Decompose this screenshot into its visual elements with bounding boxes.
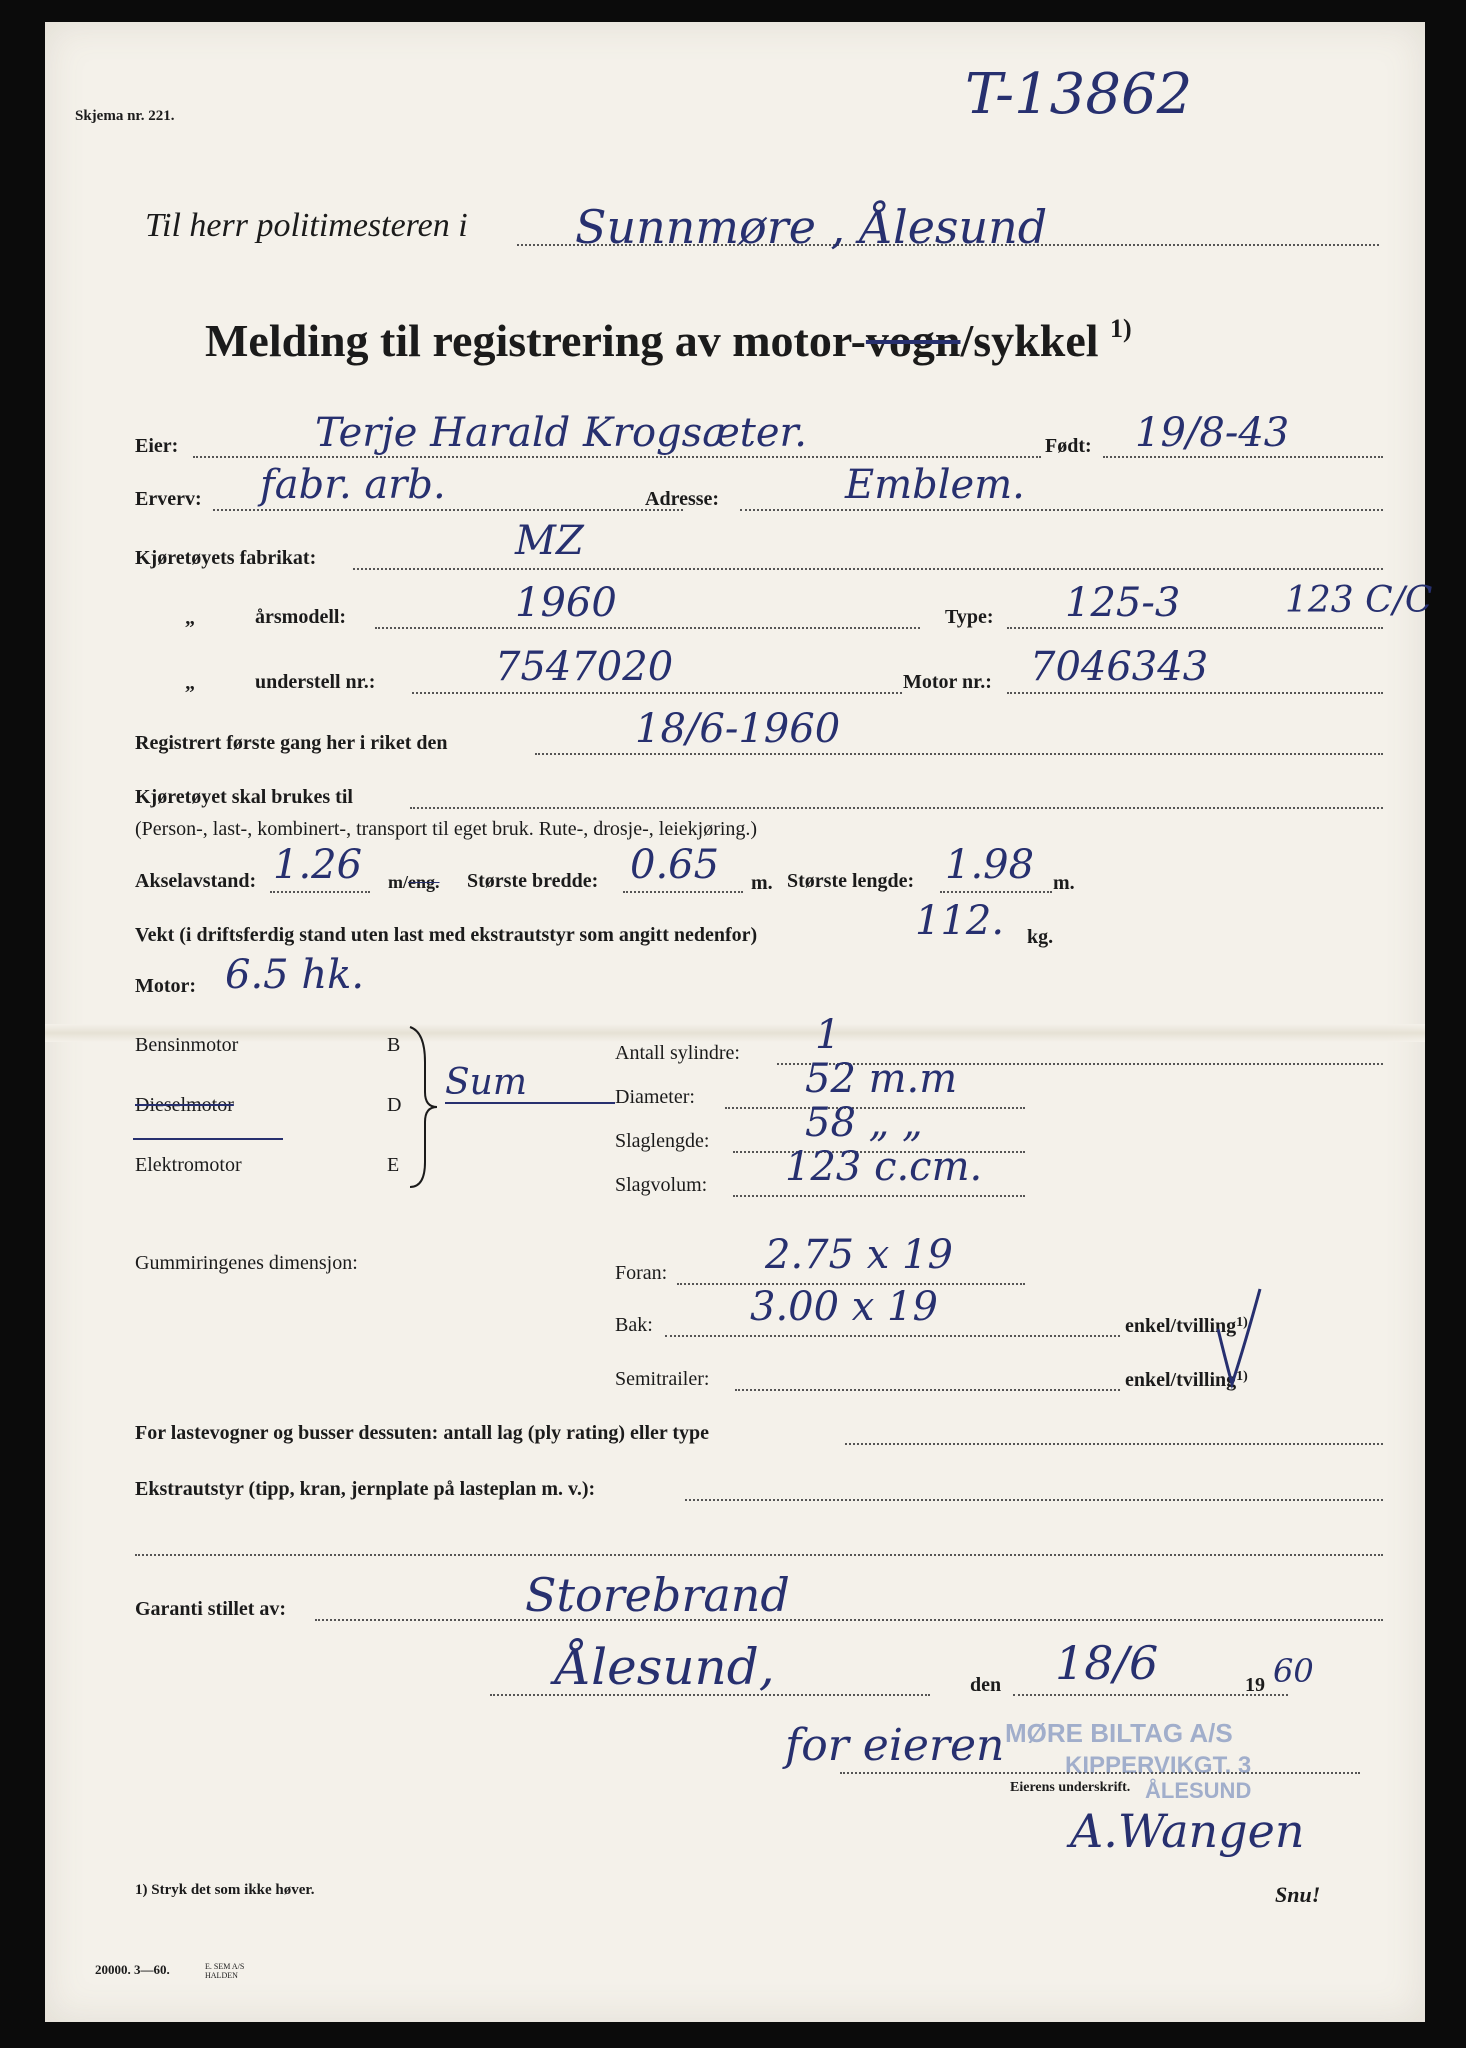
den-label: den bbox=[970, 1674, 1002, 1696]
reference-number: T-13862 bbox=[965, 62, 1193, 127]
footnote: 1) Stryk det som ikke høver. bbox=[135, 1882, 315, 1898]
eier-label: Eier: bbox=[135, 435, 179, 457]
ekstrautstyr-label: Ekstrautstyr (tipp, kran, jernplate på lasteplan m. v.): bbox=[135, 1478, 596, 1500]
slaglengde-value: 58 „ „ bbox=[805, 1100, 923, 1146]
arsmodell-label: årsmodell: bbox=[255, 606, 347, 628]
bak-value: 3.00 x 19 bbox=[750, 1284, 938, 1330]
vekt-value: 112. bbox=[915, 898, 1005, 944]
snu-text: Snu! bbox=[1275, 1882, 1321, 1907]
owner-signature: A.Wangen bbox=[1070, 1804, 1305, 1858]
aksel-label: Akselavstand: bbox=[135, 870, 257, 892]
form-number: Skjema nr. 221. bbox=[75, 108, 175, 124]
diesel-label: Dieselmotor bbox=[135, 1094, 234, 1116]
diameter-value: 52 m.m bbox=[805, 1056, 958, 1102]
lengde-label: Største lengde: bbox=[787, 870, 915, 892]
addressee-prefix: Til herr politimesteren i bbox=[145, 207, 468, 244]
motor-value: 6.5 hk. bbox=[225, 952, 365, 998]
foran-value: 2.75 x 19 bbox=[765, 1232, 953, 1278]
sylindre-label: Antall sylindre: bbox=[615, 1042, 740, 1064]
bredde-label: Største bredde: bbox=[467, 870, 599, 892]
adresse-value: Emblem. bbox=[845, 462, 1025, 508]
lengde-value: 1.98 bbox=[945, 842, 1035, 888]
eier-signature-label: Eierens underskrift. bbox=[1010, 1780, 1131, 1795]
fodt-label: Født: bbox=[1045, 435, 1092, 457]
sylindre-value: 1 bbox=[815, 1012, 841, 1058]
motor-label: Motor: bbox=[135, 975, 197, 997]
type-label: Type: bbox=[945, 606, 994, 628]
garanti-value: Storebrand bbox=[525, 1568, 790, 1622]
motornr-value: 7046343 bbox=[1030, 644, 1209, 690]
bak-label: Bak: bbox=[615, 1314, 653, 1336]
erverv-label: Erverv: bbox=[135, 488, 202, 510]
registrert-label: Registrert første gang her i riket den bbox=[135, 732, 448, 754]
slagvolum-value: 123 c.cm. bbox=[785, 1144, 983, 1190]
year-value: 60 bbox=[1273, 1652, 1314, 1690]
semitrailer-label: Semitrailer: bbox=[615, 1368, 710, 1390]
type-extra: 123 C/C bbox=[1285, 580, 1433, 621]
vekt-unit: kg. bbox=[1027, 926, 1054, 948]
checkmark bbox=[1210, 1284, 1270, 1394]
bak-enkel-label: enkel/tvilling$^{1)}$ bbox=[1125, 1315, 1248, 1337]
bensin-label: Bensinmotor bbox=[135, 1034, 239, 1056]
brukes-label: Kjøretøyet skal brukes til bbox=[135, 786, 353, 808]
diameter-label: Diameter: bbox=[615, 1086, 695, 1108]
eier-value: Terje Harald Krogsæter. bbox=[315, 410, 807, 456]
bredde-unit: m. bbox=[751, 872, 773, 894]
type-value: 125-3 bbox=[1065, 580, 1181, 626]
form-sheet: Skjema nr. 221. T-13862 Til herr politimesteren i Sunnmøre , Ålesund Melding til registrering av motor-vogn/sykkel $^{1)}$ Eier: Terje Harald Krogsæter. Født: 19/8-43 Erverv: fabr. arb. Adresse: Emblem. Kjøretøyets fabrikat: MZ „ årsmodell: 1960 Type: 125-3 123 C/C „ understell nr.: 7547020 Motor nr.: 7046343 Registrert første gang her i riket den 18/6-1960 Kjøretøyet skal brukes til (Person-, last-, kombinert-, transport til eget bruk. Rute-, drosje-, leiekjøring.) Akselavstand: 1.26 m/eng. Største bredde: 0.65 m. Største lengde: 1.98 m. Vekt (i driftsferdig stand uten last med ekstrautstyr som angitt nedenfor) 112. kg. Motor: 6.5 hk. Bensinmotor B Dieselmotor D Elektromotor E Sum Antall sylindre: 1 Diameter: 52 m.m Slaglengde: 58 „ „ Slagvolum: 123 c.cm. Gummiringenes dimensjon: Foran: 2.75 x 19 Bak: 3.00 x 19 enkel/tvilling$^{1)}$ Semitrailer: enkel/tvilling$^{1)}$ For lastevogner og busser dessuten: antall lag (ply rating) eller type Ekstrautstyr (tipp, kran, jernplate på lasteplan m. v.): Garanti stillet av: Storebrand Ålesund, den 18/6 19 60 MØRE BILTAG A/S KIPPERVIKGT. 3 ÅLESUND for eieren Eierens underskrift. A.Wangen 1) Stryk det som ikke høver. Snu! 20000. 3—60. E. SEM A/S HALDEN bbox=[45, 22, 1425, 2022]
engine-annotation: Sum bbox=[445, 1062, 527, 1103]
foran-label: Foran: bbox=[615, 1262, 668, 1284]
understell-label: understell nr.: bbox=[255, 671, 376, 693]
fabrikat-label: Kjøretøyets fabrikat: bbox=[135, 547, 317, 569]
aksel-value: 1.26 bbox=[273, 842, 363, 888]
title-struck-word: vogn bbox=[865, 315, 961, 366]
for-eieren-value: for eieren bbox=[785, 1720, 1005, 1771]
year-prefix: 19 bbox=[1245, 1674, 1265, 1696]
company-stamp-line-1: MØRE BILTAG A/S bbox=[1005, 1718, 1233, 1748]
vekt-label: Vekt (i driftsferdig stand uten last med ekstrautstyr som angitt nedenfor) bbox=[135, 924, 758, 946]
fodt-value: 19/8-43 bbox=[1135, 410, 1290, 456]
registrert-value: 18/6-1960 bbox=[635, 706, 841, 752]
aksel-unit: m/eng. bbox=[388, 872, 440, 892]
slagvolum-label: Slagvolum: bbox=[615, 1174, 708, 1196]
lastevogner-label: For lastevogner og busser dessuten: antall lag (ply rating) eller type bbox=[135, 1422, 710, 1444]
motornr-label: Motor nr.: bbox=[903, 671, 992, 693]
company-stamp-line-3: ÅLESUND bbox=[1145, 1778, 1252, 1803]
brukes-hint: (Person-, last-, kombinert-, transport til eget bruk. Rute-, drosje-, leiekjøring.) bbox=[135, 818, 758, 840]
print-info: 20000. 3—60. bbox=[95, 1962, 170, 1977]
fabrikat-value: MZ bbox=[515, 518, 584, 564]
lengde-unit: m. bbox=[1053, 872, 1075, 894]
paper-fold bbox=[45, 1024, 1425, 1042]
page-title: Melding til registrering av motor-vogn/sykkel $^{1)}$ bbox=[205, 314, 1132, 366]
elektro-label: Elektromotor bbox=[135, 1154, 242, 1176]
arsmodell-value: 1960 bbox=[515, 580, 617, 626]
printer-name: E. SEM A/S HALDEN bbox=[205, 1962, 245, 1980]
date-value: 18/6 bbox=[1055, 1636, 1159, 1690]
understell-value: 7547020 bbox=[495, 644, 674, 690]
addressee-value: Sunnmøre , Ålesund bbox=[575, 200, 1048, 254]
garanti-label: Garanti stillet av: bbox=[135, 1598, 287, 1620]
tyres-label: Gummiringenes dimensjon: bbox=[135, 1252, 358, 1274]
engine-brace bbox=[405, 1022, 455, 1192]
erverv-value: fabr. arb. bbox=[260, 462, 446, 508]
company-stamp-line-2: KIPPERVIKGT. 3 bbox=[1065, 1752, 1252, 1779]
semitrailer-enkel-label: enkel/tvilling$^{1)}$ bbox=[1125, 1369, 1248, 1391]
place-value: Ålesund, bbox=[555, 1638, 775, 1696]
bredde-value: 0.65 bbox=[630, 842, 720, 888]
slaglengde-label: Slaglengde: bbox=[615, 1130, 710, 1152]
adresse-label: Adresse: bbox=[645, 488, 720, 510]
